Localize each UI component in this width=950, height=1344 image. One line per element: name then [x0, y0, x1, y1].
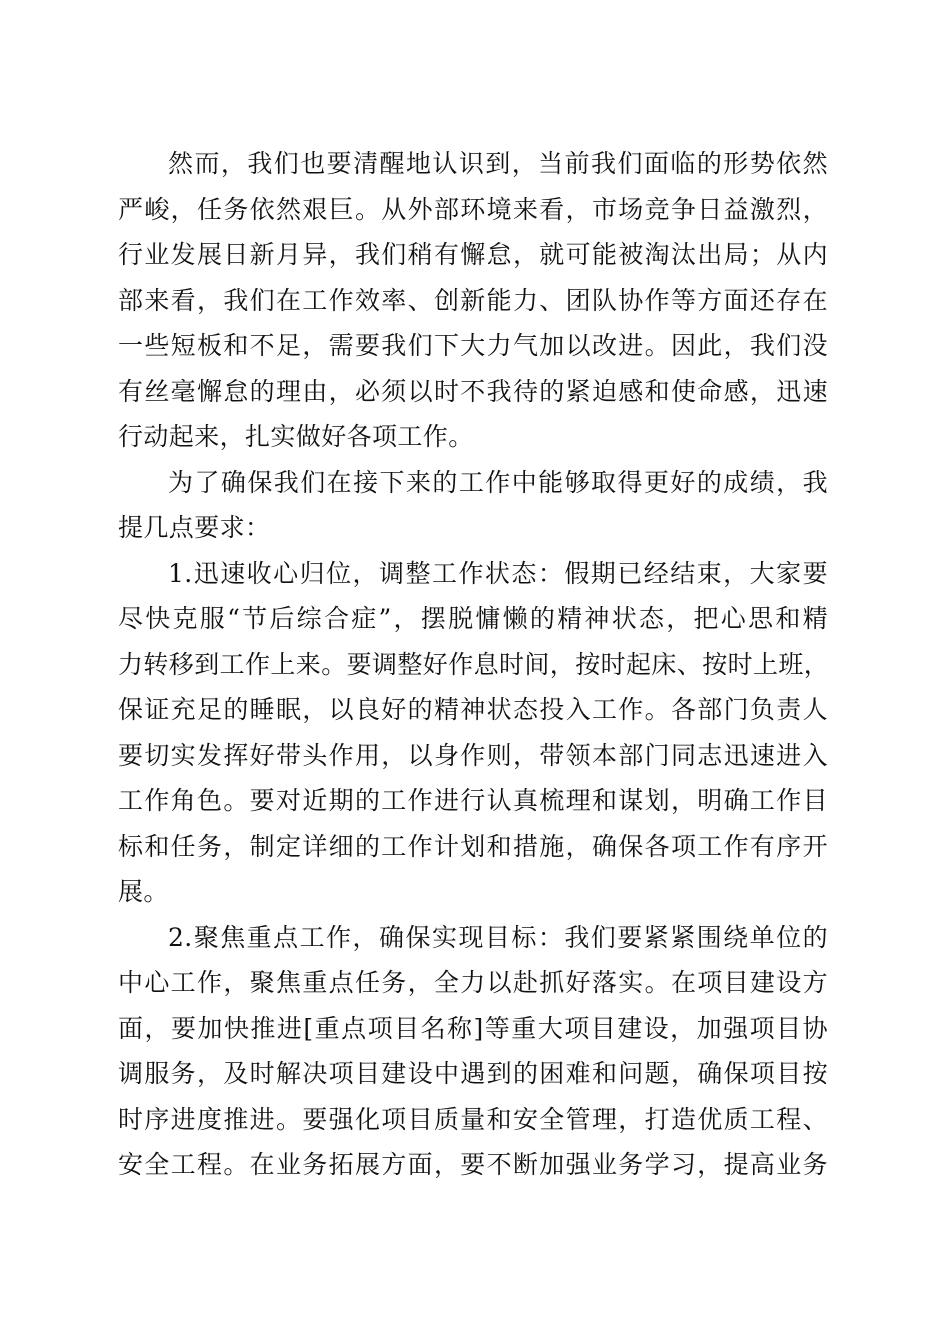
- paragraph-3-line-3: 力转移到工作上来。要调整好作息时间，按时起床、按时上班，: [118, 650, 830, 679]
- paragraph-3-line-6: 工作角色。要对近期的工作进行认真梳理和谋划，明确工作目: [118, 786, 828, 815]
- paragraph-4-line-2: 中心工作，聚焦重点任务，全力以赴抓好落实。在项目建设方: [118, 968, 828, 997]
- paragraph-3-line-4: 保证充足的睡眠，以良好的精神状态投入工作。各部门负责人: [118, 695, 828, 724]
- paragraph-3-line-7: 标和任务，制定详细的工作计划和措施，确保各项工作有序开: [118, 832, 828, 861]
- paragraph-4-line-6: 安全工程。在业务拓展方面，要不断加强业务学习，提高业务: [118, 1150, 828, 1179]
- paragraph-1-line-6: 有丝毫懈怠的理由，必须以时不我待的紧迫感和使命感，迅速: [118, 377, 828, 406]
- paragraph-4-line-1: 2.聚焦重点工作，确保实现目标：我们要紧紧围绕单位的: [168, 923, 828, 952]
- paragraph-2-line-1: 为了确保我们在接下来的工作中能够取得更好的成绩，我: [168, 468, 828, 497]
- paragraph-3-line-5: 要切实发挥好带头作用，以身作则，带领本部门同志迅速进入: [118, 741, 828, 770]
- paragraph-1-line-3: 行业发展日新月异，我们稍有懈怠，就可能被淘汰出局；从内: [118, 240, 828, 269]
- paragraph-1-line-4: 部来看，我们在工作效率、创新能力、团队协作等方面还存在: [118, 286, 828, 315]
- paragraph-4-line-5: 时序进度推进。要强化项目质量和安全管理，打造优质工程、: [118, 1105, 828, 1134]
- paragraph-4-line-4: 调服务，及时解决项目建设中遇到的困难和问题，确保项目按: [118, 1059, 828, 1088]
- paragraph-1-line-2: 严峻，任务依然艰巨。从外部环境来看，市场竞争日益激烈，: [118, 195, 828, 224]
- paragraph-1-line-7: 行动起来，扎实做好各项工作。: [118, 422, 474, 451]
- paragraph-1-line-1: 然而，我们也要清醒地认识到，当前我们面临的形势依然: [168, 149, 828, 178]
- paragraph-4-line-3: 面，要加快推进[重点项目名称]等重大项目建设，加强项目协: [118, 1014, 828, 1043]
- paragraph-3-line-8: 展。: [118, 877, 169, 906]
- paragraph-2-line-2: 提几点要求：: [118, 513, 271, 542]
- paragraph-3-line-2: 尽快克服“节后综合症”，摆脱慵懒的精神状态，把心思和精: [118, 604, 828, 633]
- paragraph-3-line-1: 1.迅速收心归位，调整工作状态：假期已经结束，大家要: [168, 559, 828, 588]
- paragraph-1-line-5: 一些短板和不足，需要我们下大力气加以改进。因此，我们没: [118, 331, 828, 360]
